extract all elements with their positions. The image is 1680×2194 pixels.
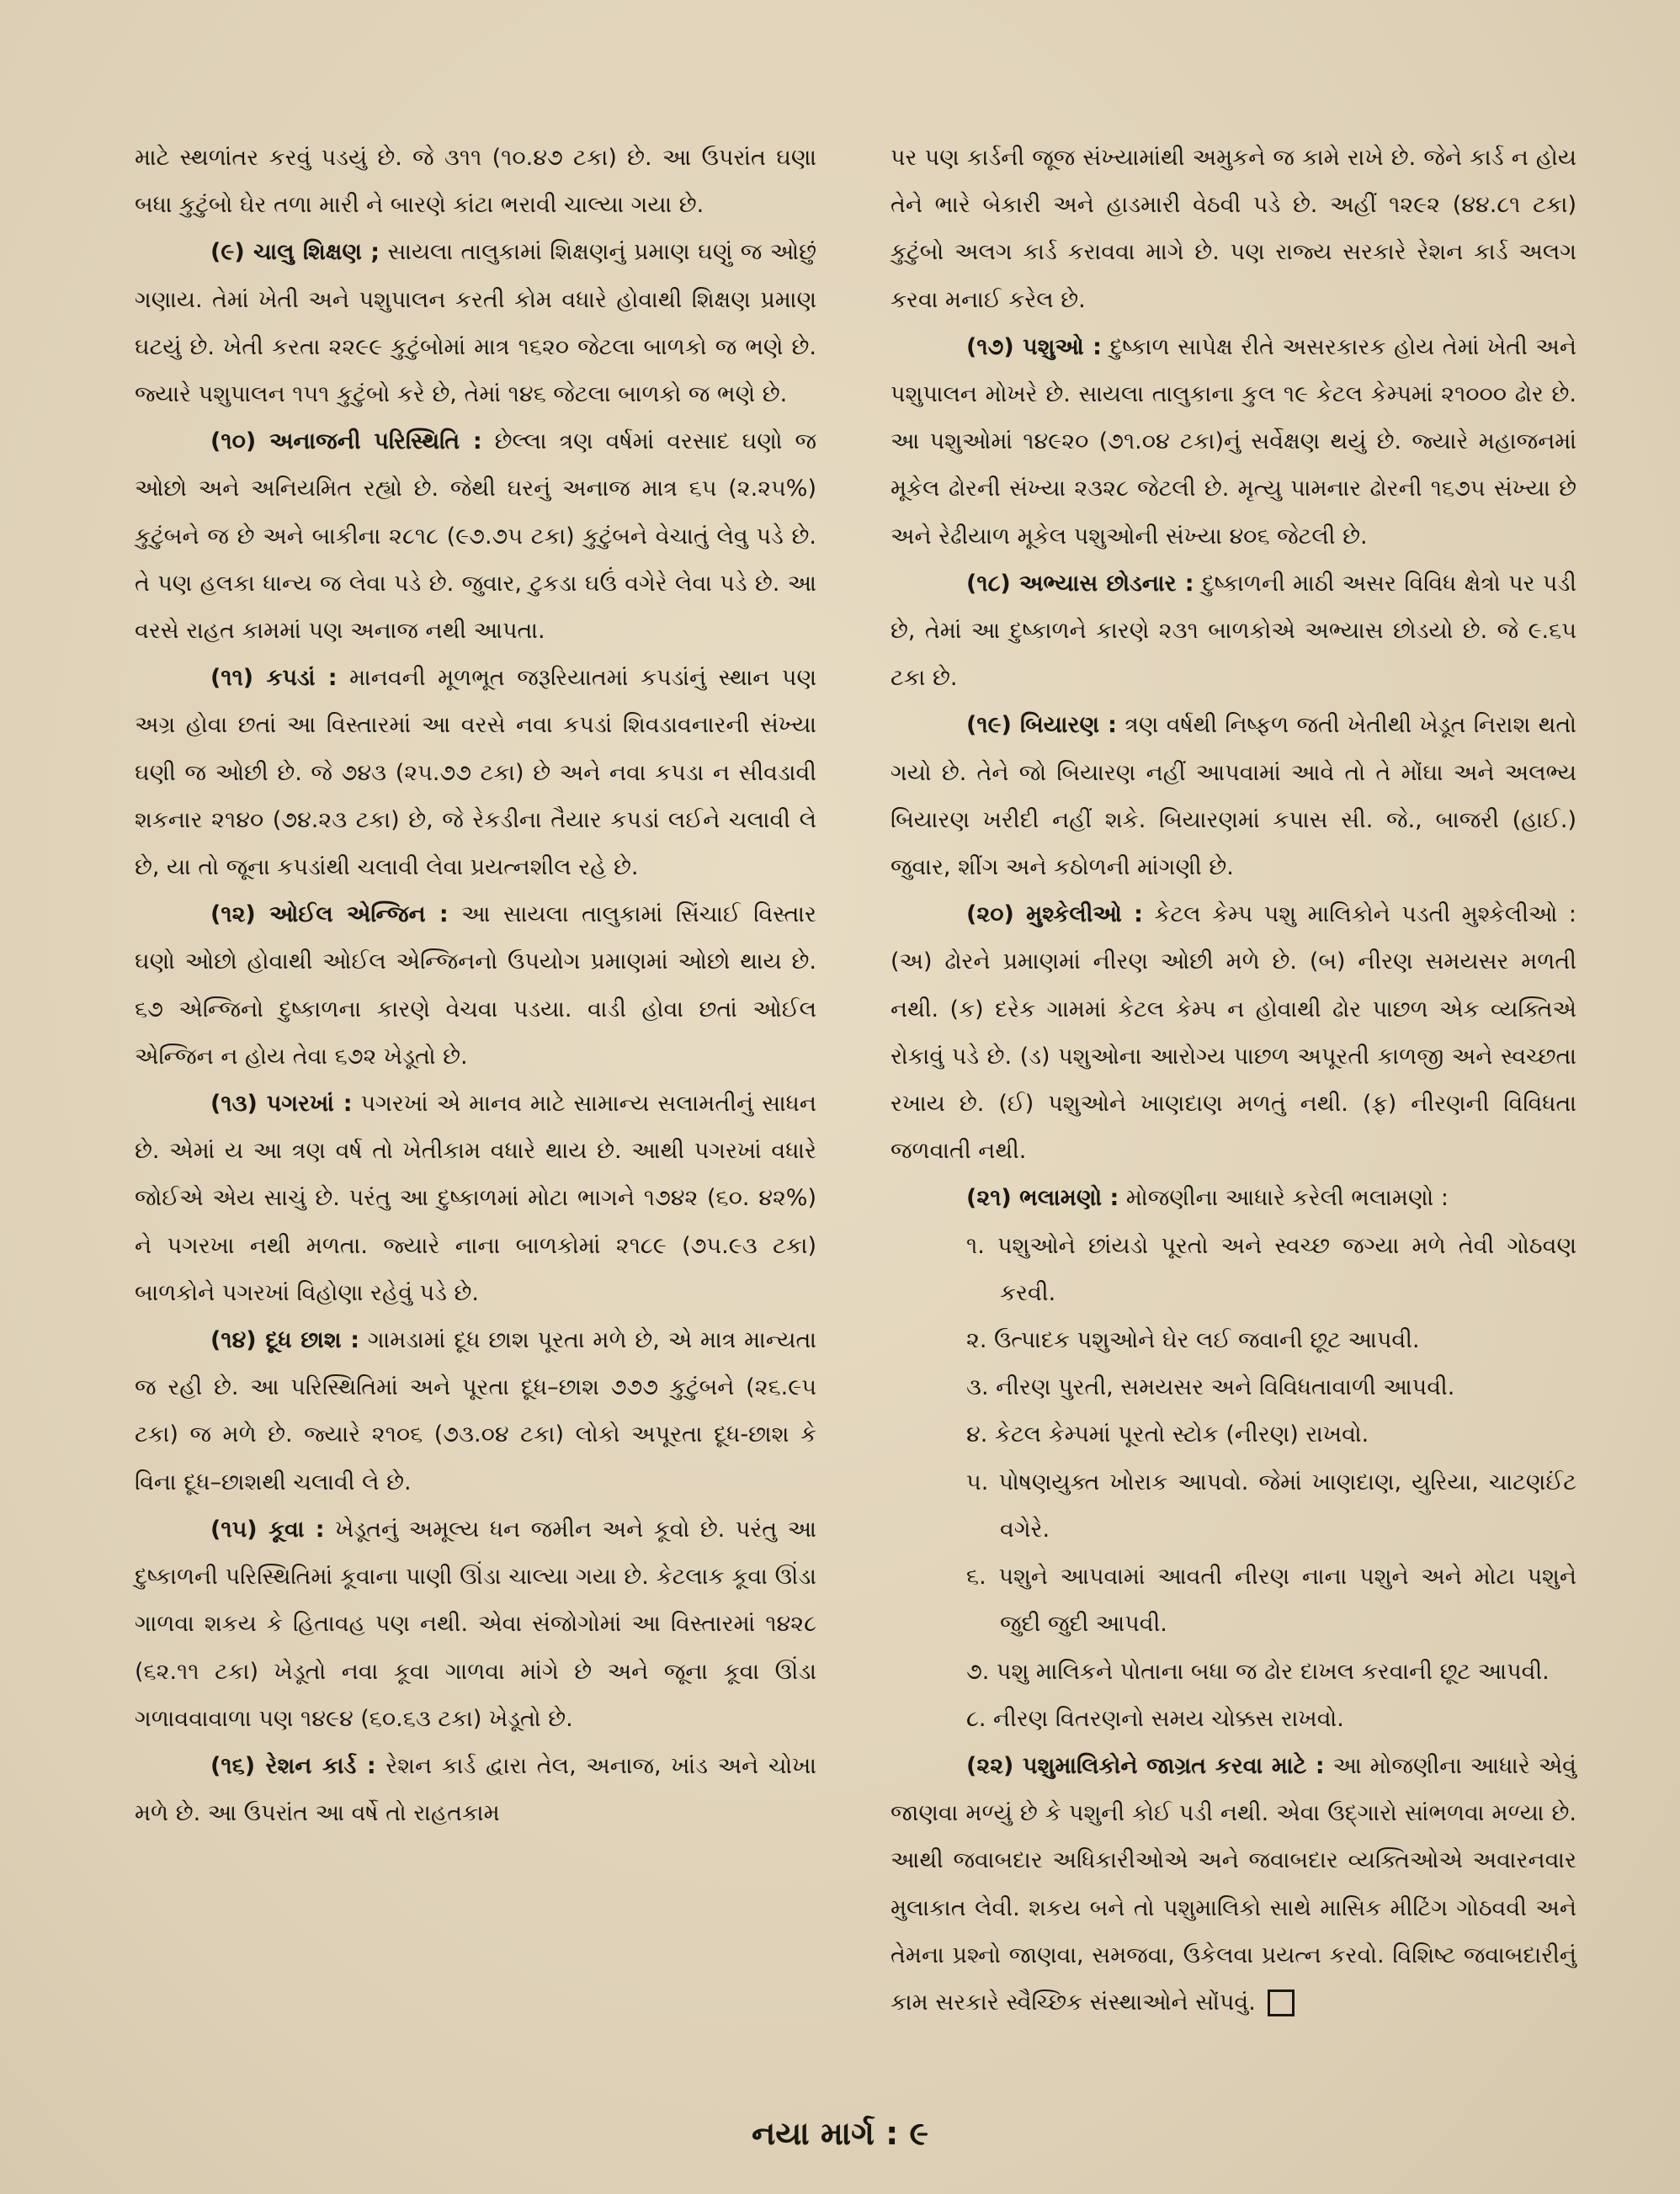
section-16-paragraph: [135, 1743, 816, 1837]
section-22-text: આ મોજણીના આધારે એવું જાણવા મળ્યું છે કે પશુની કોઈ પડી નથી. એવા ઉદ્ગારો સાંભળવા મળ્યા છે. આથી જવાબદાર અધિકારીઓએ અને જવાબદાર વ્યક્તિઓએ અવારનવાર મુલાકાત લેવી. શકય બને તો પશુમાલિકો સાથે માસિક મીટિંગ ગોઠવવી અને તેમના પ્રશ્નો જાણવા, સમજવા, ઉકેલવા પ્રયત્ન કરવો. વિશિષ્ટ જવાબદારીનું કામ સરકારે સ્વૈચ્છિક સંસ્થાઓને સોંપવું.: [891, 1752, 1576, 2016]
section-20-text: કેટલ કેમ્પ પશુ માલિકોને પડતી મુશ્કેલીઓ : (અ) ઢોરને પ્રમાણમાં નીરણ ઓછી મળે છે. (બ) નીરણ સમયસર મળતી નથી. (ક) દરેક ગામમાં કેટલ કેમ્પ ન હોવાથી ઢોર પાછળ એક વ્યક્તિએ રોકાવું પડે છે. (ડ) પશુઓના આરોગ્ય પાછળ અપૂરતી કાળજી અને સ્વચ્છતા રખાય છે. (ઈ) પશુઓને ખાણદાણ મળતું નથી. (ફ) નીરણની વિવિધતા જળવાતી નથી.: [891, 901, 1576, 1165]
section-17-heading: (૧૭) પશુઓ :: [966, 333, 1102, 360]
section-15-heading: (૧૫) કૂવા :: [210, 1516, 325, 1543]
section-12-heading: (૧૨) ઓઈલ એન્જિન :: [210, 901, 449, 928]
left-column: [135, 135, 816, 1837]
section-11-paragraph: [135, 655, 816, 891]
recommendation-item: ૨. ઉત્પાદક પશુઓને ઘેર લઈ જવાની છૂટ આપવી.: [966, 1327, 1420, 1354]
section-22-heading: (૨૨) પશુમાલિકોને જાગ્રત કરવા માટે :: [966, 1752, 1325, 1779]
section-14-text: ગામડામાં દૂધ છાશ પૂરતા મળે છે, એ માત્ર માન્યતા જ રહી છે. આ પરિસ્થિતિમાં અને પૂરતા દૂધ–છાશ ૭૭૭ કુટુંબને (૨૬.૯૫ ટકા) જ મળે છે. જ્યારે ૨૧૦૬ (૭૩.૦૪ ટકા) લોકો અપૂરતા દૂધ-છાશ કે વિના દૂધ–છાશથી ચલાવી લે છે.: [135, 1327, 817, 1495]
section-9-heading: (૯) ચાલુ શિક્ષણ ;: [210, 239, 380, 266]
recommendation-item: ૩. નીરણ પુરતી, સમયસર અને વિવિધતાવાળી આપવી.: [966, 1374, 1455, 1401]
section-15-text: ખેડૂતનું અમૂલ્ય ધન જમીન અને કૂવો છે. પરંતુ આ દુષ્કાળની પરિસ્થિતિમાં કૂવાના પાણી ઊંડા ચાલ્યા ગયા છે. કેટલાક કૂવા ઊંડા ગાળવા શકય કે હિતાવહ પણ નથી. એવા સંજોગોમાં આ વિસ્તારમાં ૧૪૨૮ (૬૨.૧૧ ટકા) ખેડૂતો નવા કૂવા ગાળવા માંગે છે અને જૂના કૂવા ઊંડા ગળાવવાવાળા પણ ૧૪૯૪ (૬૦.૬૩ ટકા) ખેડૂતો છે.: [135, 1516, 816, 1732]
section-19-heading: (૧૯) બિયારણ :: [966, 712, 1117, 739]
section-20-heading: (૨૦) મુશ્કેલીઓ :: [966, 901, 1143, 928]
section-22-paragraph: [891, 1743, 1576, 2027]
section-10-heading: (૧૦) અનાજની પરિસ્થિતિ :: [210, 428, 482, 455]
section-13-paragraph: [135, 1081, 816, 1317]
section-14-heading: (૧૪) દૂધ છાશ :: [210, 1327, 360, 1354]
end-of-article-square-icon: [1268, 1989, 1295, 2016]
section-13-text: પગરખાં એ માનવ માટે સામાન્ય સલામતીનું સાધન છે. એમાં ય આ ત્રણ વર્ષ તો ખેતીકામ વધારે થાય છે. આથી પગરખાં વધારે જોઈએ એય સાચું છે. પરંતુ આ દુષ્કાળમાં મોટા ભાગને ૧૭૪૨ (૬૦. ૪૨%) ને પગરખા નથી મળતા. જ્યારે નાના બાળકોમાં ૨૧૮૯ (૭૫.૯૩ ટકા) બાળકોને પગરખાં વિહોણા રહેવું પડે છે.: [135, 1091, 816, 1306]
section-18-paragraph: [891, 560, 1576, 703]
recommendation-item: ૧. પશુઓને છાંયડો પૂરતો અને સ્વચ્છ જગ્યા મળે તેવી ગોઠવણ કરવી.: [966, 1232, 1576, 1306]
section-18-heading: (૧૮) અભ્યાસ છોડનાર :: [966, 570, 1194, 597]
section-17-paragraph: [891, 324, 1576, 560]
section-17-text: દુષ્કાળ સાપેક્ષ રીતે અસરકારક હોય તેમાં ખેતી અને પશુપાલન મોખરે છે. સાયલા તાલુકાના કુલ ૧૯ કેટલ કેમ્પમાં ૨૧૦૦૦ ઢોર છે. આ પશુઓમાં ૧૪૯૨૦ (૭૧.૦૪ ટકા)નું સર્વેક્ષણ થયું છે. જ્યારે મહાજનમાં મૂકેલ ઢોરની સંખ્યા ૨૩૨૮ જેટલી છે. મૃત્યુ પામનાર ઢોરની ૧૬૭૫ સંખ્યા છે અને રેઢીયાળ મૂકેલ પશુઓની સંખ્યા ૪૦૬ જેટલી છે.: [891, 333, 1576, 550]
recommendation-item: ૬. પશુને આપવામાં આવતી નીરણ નાના પશુને અને મોટા પશુને જુદી જુદી આપવી.: [966, 1564, 1576, 1638]
section-11-text: માનવની મૂળભૂત જરૂરિયાતમાં કપડાંનું સ્થાન પણ અગ્ર હોવા છતાં આ વિસ્તારમાં આ વરસે નવા કપડાં શિવડાવનારની સંખ્યા ઘણી જ ઓછી છે. જે ૭૪૩ (૨૫.૭૭ ટકા) છે અને નવા કપડા ન સીવડાવી શકનાર ૨૧૪૦ (૭૪.૨૩ ટકા) છે, જે રેકડીના તૈયાર કપડાં લઈને ચલાવી લે છે, યા તો જૂના કપડાંથી ચલાવી લેવા પ્રયત્નશીલ રહે છે.: [135, 665, 816, 881]
recommendation-item: ૪. કેટલ કેમ્પમાં પૂરતો સ્ટોક (નીરણ) રાખવો.: [966, 1421, 1369, 1448]
page-footer: નયા માર્ગ : ૯: [751, 2115, 928, 2152]
recommendation-item: ૮. નીરણ વિતરણનો સમય ચોક્કસ રાખવો.: [966, 1705, 1344, 1732]
section-15-paragraph: [135, 1506, 816, 1743]
section-12-paragraph: [135, 891, 816, 1081]
continuation-paragraph: પર પણ કાર્ડની જૂજ સંખ્યામાંથી અમુકને જ કામે રાખે છે. જેને કાર્ડ ન હોય તેને ભારે બેકારી અને હાડમારી વેઠવી પડે છે. અહીં ૧૨૯૨ (૪૪.૮૧ ટકા) કુટુંબો અલગ કાર્ડ કરાવવા માગે છે. પણ રાજ્ય સરકારે રેશન કાર્ડ અલગ કરવા મનાઈ કરેલ છે.: [891, 145, 1576, 313]
section-20-paragraph: [891, 891, 1576, 1175]
section-9-paragraph: [135, 229, 816, 418]
recommendation-item: ૫. પોષણયુક્ત ખોરાક આપવો. જેમાં ખાણદાણ, યુરિયા, ચાટણઈંટ વગેરે.: [966, 1469, 1576, 1543]
section-18-text: દુષ્કાળની માઠી અસર વિવિધ ક્ષેત્રો પર પડી છે, તેમાં આ દુષ્કાળને કારણે ૨૩૧ બાળકોએ અભ્યાસ છોડયો છે. જે ૯.૬૫ ટકા છે.: [891, 570, 1576, 692]
recommendation-item: ૭. પશુ માલિકને પોતાના બધા જ ઢોર દાખલ કરવાની છૂટ આપવી.: [966, 1658, 1550, 1685]
section-12-text: આ સાયલા તાલુકામાં સિંચાઈ વિસ્તાર ઘણો ઓછો હોવાથી ઓઈલ એન્જિનનો ઉપયોગ પ્રમાણમાં ઓછો થાય છે. ૬૭ એન્જિનો દુષ્કાળના કારણે વેચવા પડયા. વાડી હોવા છતાં ઓઈલ એન્જિન ન હોય તેવા ૬૭૨ ખેડૂતો છે.: [135, 901, 816, 1070]
right-column: [891, 135, 1576, 2027]
section-14-paragraph: [135, 1317, 816, 1506]
section-19-paragraph: [891, 702, 1576, 891]
section-16-text: રેશન કાર્ડ દ્વારા તેલ, અનાજ, ખાંડ અને ચોખા મળે છે. આ ઉપરાંત આ વર્ષે તો રાહતકામ: [135, 1752, 816, 1827]
intro-paragraph: માટે સ્થળાંતર કરવું પડયું છે. જે ૩૧૧ (૧૦.૪૭ ટકા) છે. આ ઉપરાંત ઘણા બધા કુટુંબો ઘેર તળા મારી ને બારણે કાંટા ભરાવી ચાલ્યા ગયા છે.: [135, 145, 816, 219]
section-19-text: ત્રણ વર્ષથી નિષ્ફળ જતી ખેતીથી ખેડૂત નિરાશ થતો ગયો છે. તેને જો બિયારણ નહીં આપવામાં આવે તો તે મોંઘા અને અલભ્ય બિયારણ ખરીદી નહીં શકે. બિયારણમાં કપાસ સી. જે., બાજરી (હાઈ.) જુવાર, શીંગ અને કઠોળની માંગણી છે.: [891, 712, 1576, 881]
section-9-text: સાયલા તાલુકામાં શિક્ષણનું પ્રમાણ ઘણું જ ઓછું ગણાય. તેમાં ખેતી અને પશુપાલન કરતી કોમ વધારે હોવાથી શિક્ષણ પ્રમાણ ઘટયું છે. ખેતી કરતા ૨૨૯૯ કુટુંબોમાં માત્ર ૧૬૨૦ જેટલા બાળકો જ ભણે છે. જ્યારે પશુપાલન ૧૫૧ કુટુંબો કરે છે, તેમાં ૧૪૬ જેટલા બાળકો જ ભણે છે.: [135, 239, 816, 408]
section-21-paragraph: [891, 1175, 1576, 1222]
section-16-heading: (૧૬) રેશન કાર્ડ :: [210, 1752, 376, 1779]
section-21-heading: (૨૧) ભલામણો :: [966, 1185, 1119, 1212]
section-21-text: મોજણીના આધારે કરેલી ભલામણો :: [1119, 1185, 1449, 1212]
section-13-heading: (૧૩) પગરખાં :: [210, 1091, 353, 1118]
section-10-text: છેલ્લા ત્રણ વર્ષમાં વરસાદ ઘણો જ ઓછો અને અનિયમિત રહ્યો છે. જેથી ઘરનું અનાજ માત્ર ૬૫ (૨.૨૫%) કુટુંબને જ છે અને બાકીના ૨૮૧૮ (૯૭.૭૫ ટકા) કુટુંબને વેચાતું લેવુ પડે છે. તે પણ હલકા ધાન્ય જ લેવા પડે છે. જુવાર, ટુકડા ઘઉં વગેરે લેવા પડે છે. આ વરસે રાહત કામમાં પણ અનાજ નથી આપતા.: [135, 428, 816, 645]
section-11-heading: (૧૧) કપડાં :: [210, 665, 338, 692]
section-10-paragraph: [135, 418, 816, 655]
